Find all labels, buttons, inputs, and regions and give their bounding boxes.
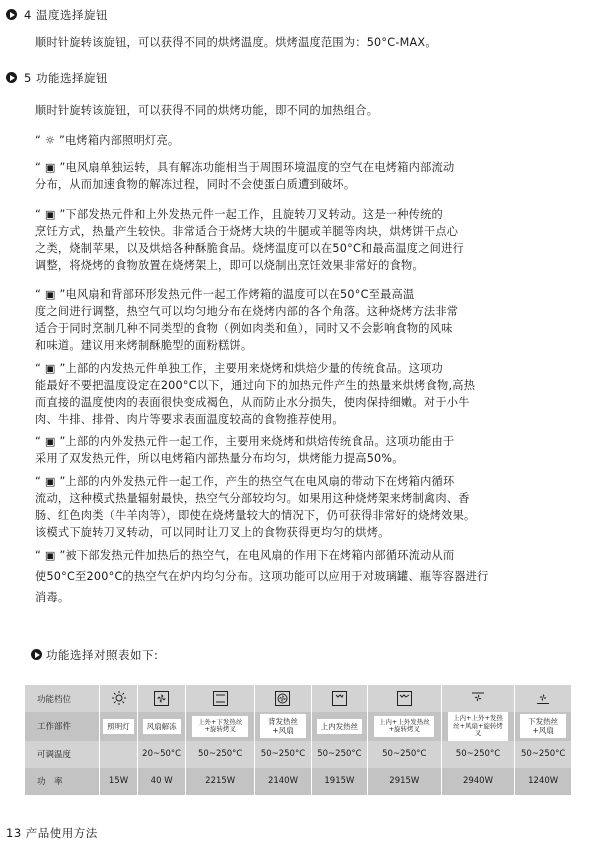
table-heading: 功能选择对照表如下: <box>46 648 159 662</box>
component-label: 上内发热丝 <box>317 719 363 734</box>
paragraph-line: 和味道。建议用来烤制酥脆型的面粉糕饼。 <box>35 339 253 352</box>
bottom-top-heat-spit-icon <box>186 685 255 712</box>
power-cell: 40 W <box>138 768 186 795</box>
mode-top-inner-outer-heat-paragraph <box>35 433 565 467</box>
paragraph-line: “ ▣ ”上部的内外发热元件一起工作，主要用来烧烤和烘焙传统食品。这项功能由于 <box>35 435 455 448</box>
paragraph-line: 分布，从而加速食物的解冻过程，同时不会使蛋白质遭到破坏。 <box>35 178 356 191</box>
power-cell: 1915W <box>311 768 367 795</box>
temp-cell: 50~250°C <box>441 741 515 768</box>
paragraph-line: 能最好不要把温度设定在200°C以下，通过向下的加热元件产生的热量来烘烤食物,高热 <box>35 379 476 392</box>
paragraph-line: 度之间进行调整，热空气可以均匀地分布在烧烤内部的各个角落。这种烧烤方法非常 <box>35 305 459 318</box>
section4-body: 顺时针旋转该旋钮，可以获得不同的烘烤温度。烘烤温度范围为：50°C-MAX。 <box>35 36 437 49</box>
power-cell: 1240W <box>515 768 571 795</box>
paragraph-line: “ ▣ ”电风扇单独运转，具有解冻功能相当于周围环境温度的空气在电烤箱内部流动 <box>35 161 455 174</box>
paragraph-line: 之类，烧制苹果，以及烘焙各种酥脆食品。烧烤温度可以在50°C和最高温度之间进行 <box>35 242 464 255</box>
component-label: 下发热丝+风扇 <box>520 714 566 738</box>
component-cell <box>255 712 312 741</box>
component-label: 背发热丝+风扇 <box>260 714 306 738</box>
mode-light-paragraph <box>35 132 565 149</box>
mode-fan-ring-heat-paragraph <box>35 286 565 354</box>
paragraph-line: “ ▣ ”下部发热元件和上外发热元件一起工作，且旋转刀叉转动。这是一种传统的 <box>35 208 443 221</box>
paragraph-line: 该模式下旋转刀叉转动，可以同时让刀叉上的食物获得更均匀的烘烤。 <box>35 526 390 539</box>
temp-cell: 50~250°C <box>311 741 367 768</box>
row-label: 可调温度 <box>25 741 100 768</box>
table-row <box>25 685 572 712</box>
page-footer: 13 产品使用方法 <box>6 826 98 840</box>
section-bullet-icon <box>6 9 17 20</box>
row-label: 工作部件 <box>25 712 100 741</box>
section-bullet-icon <box>31 649 42 660</box>
section4-heading: 4 温度选择旋钮 <box>24 8 108 22</box>
fan-ring-heat-icon <box>255 685 312 712</box>
component-cell <box>515 712 571 741</box>
power-cell: 2940W <box>441 768 515 795</box>
light-icon <box>100 685 138 712</box>
paragraph-line: 而直接的温度使肉的表面很快变成褐色，从而防止水分损失，使肉保持细嫩。对于小牛 <box>35 396 470 409</box>
mode-top-heat-fan-spit-paragraph <box>35 473 565 541</box>
component-cell <box>100 712 138 741</box>
component-cell <box>138 712 186 741</box>
paragraph-line: “ ▣ ”上部的内发热元件单独工作，主要用来烧烤和烘焙少量的传统食品。这项功 <box>35 362 443 375</box>
paragraph-line: 适合于同时烹制几种不同类型的食物（例如肉类和鱼），同时又不会影响食物的风味 <box>35 322 453 335</box>
temp-cell: 50~250°C <box>367 741 441 768</box>
top-inner-heat-icon <box>311 685 367 712</box>
section-bullet-icon <box>6 72 17 83</box>
table-row <box>25 741 572 768</box>
paragraph-line: “ ▣ ”被下部发热元件加热后的热空气，在电风扇的作用下在烤箱内部循环流动从而 <box>35 549 455 562</box>
paragraph-line: “ ▣ ”上部的内外发热元件一起工作，产生的热空气在电风扇的带动下在烤箱内循环 <box>35 475 455 488</box>
paragraph-line: 调整，将烧烤的食物放置在烧烤架上，即可以烧制出烹饪效果非常好的食物。 <box>35 259 424 272</box>
paragraph-line: 肠、红色肉类（牛羊肉等），即使在烧烤量较大的情况下，仍可获得非常好的烧烤效果。 <box>35 509 476 522</box>
paragraph-line: 烹饪方式，热量产生较快。非常适合于烧烤大块的牛腿或羊腿等肉块，烘烤饼干点心 <box>35 225 459 238</box>
section5-heading: 5 功能选择旋钮 <box>24 71 108 85</box>
component-cell <box>367 712 441 741</box>
component-cell <box>441 712 515 741</box>
paragraph-line: 采用了双发热元件，所以电烤箱内部热量分布均匀，烘烤能力提高50%。 <box>35 452 404 465</box>
temp-cell: 50~250°C <box>255 741 312 768</box>
paragraph-line: 使50°C至200°C的热空气在炉内均匀分布。这项功能可以应用于对玻璃罐、瓶等容器进行 <box>35 570 489 583</box>
component-label: 照明灯 <box>103 719 134 734</box>
component-label: 上内+上外发热丝+旋转烤叉 <box>374 716 434 737</box>
function-comparison-table <box>24 685 571 795</box>
paragraph-line: “ ☼ ”电烤箱内部照明灯亮。 <box>35 134 180 147</box>
mode-fan-defrost-paragraph <box>35 159 565 193</box>
component-label: 上外+下发热丝+旋转烤叉 <box>192 716 248 737</box>
table-row <box>25 768 572 795</box>
component-cell <box>311 712 367 741</box>
row-label: 功能档位 <box>25 685 100 712</box>
power-cell: 2215W <box>186 768 255 795</box>
mode-top-inner-heat-paragraph <box>35 360 565 428</box>
top-inner-outer-heat-icon <box>367 685 441 712</box>
component-label: 风扇解冻 <box>143 719 181 734</box>
temp-cell: 50~250°C <box>186 741 255 768</box>
paragraph-line: 肉、牛排、排骨、肉片等要求表面温度较高的食物推荐使用。 <box>35 413 344 426</box>
component-label: 上内+上外+发热丝+风扇+旋转烤叉 <box>448 712 508 741</box>
row-label: 功 率 <box>25 768 100 795</box>
mode-bottom-top-heat-paragraph <box>35 206 565 274</box>
power-cell: 15W <box>100 768 138 795</box>
power-cell: 2915W <box>367 768 441 795</box>
top-heat-fan-spit-icon <box>441 685 515 712</box>
section5-body: 顺时针旋转该旋钮，可以获得不同的烘烤功能，即不同的加热组合。 <box>35 104 379 117</box>
power-cell: 2140W <box>255 768 312 795</box>
fan-defrost-icon <box>138 685 186 712</box>
component-cell <box>186 712 255 741</box>
paragraph-line: 消毒。 <box>35 591 70 604</box>
bottom-heat-fan-icon <box>515 685 571 712</box>
paragraph-line: 流动，这种模式热量辐射最快，热空气分部较均匀。如果用这种烧烤架来烤制禽肉、香 <box>35 492 470 505</box>
temp-cell: 20~50°C <box>138 741 186 768</box>
temp-cell <box>100 741 138 768</box>
paragraph-line: “ ▣ ”电风扇和背部环形发热元件一起工作烤箱的温度可以在50°C至最高温 <box>35 288 415 301</box>
table-row <box>25 712 572 741</box>
mode-bottom-heat-fan-paragraph <box>35 545 565 608</box>
temp-cell: 50~250°C <box>515 741 571 768</box>
